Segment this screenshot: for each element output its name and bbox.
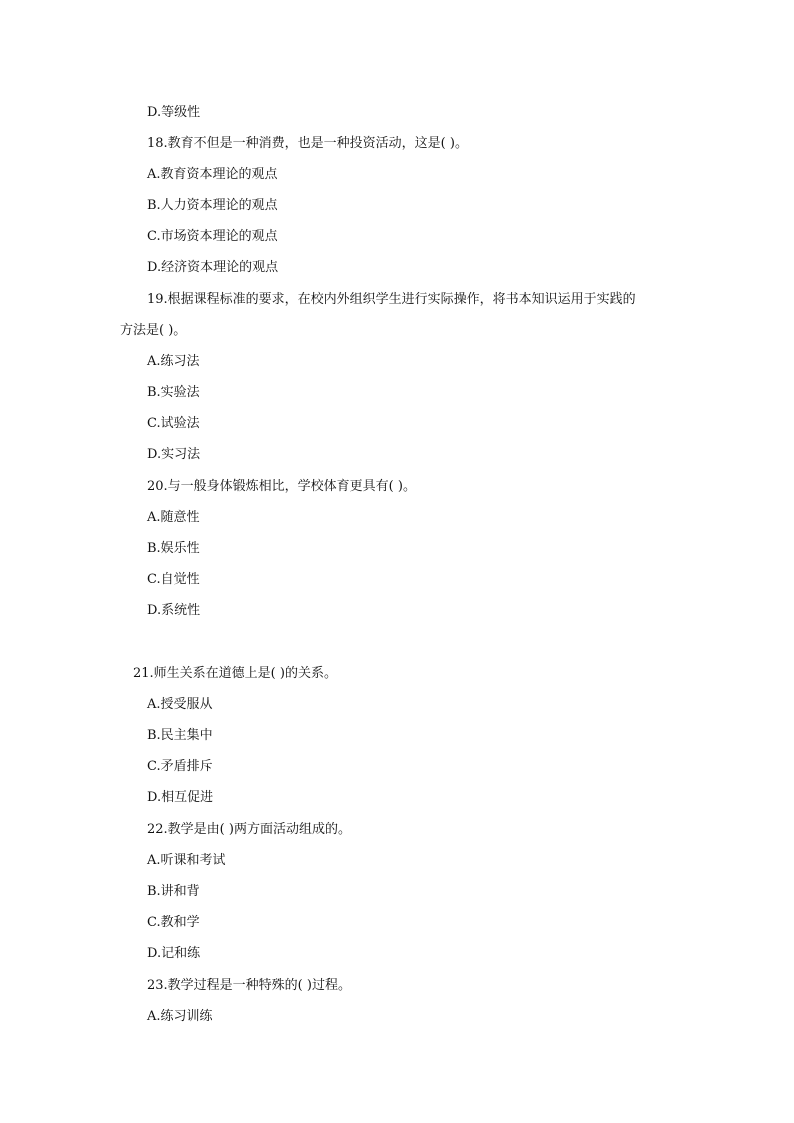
option-d-17: D.等级性 (147, 105, 201, 120)
question-19: 19.根据课程标准的要求，在校内外组织学生进行实际操作，将书本知识运用于实践的 (147, 292, 636, 307)
option-d-20: D.系统性 (147, 603, 201, 618)
option-a-21: A.授受服从 (147, 697, 213, 712)
option-c-18: C.市场资本理论的观点 (147, 229, 278, 244)
option-b-20: B.娱乐性 (147, 541, 200, 556)
option-c-19: C.试验法 (147, 416, 200, 431)
question-21: 21.师生关系在道德上是( )的关系。 (133, 666, 337, 681)
option-b-19: B.实验法 (147, 385, 200, 400)
question-20: 20.与一般身体锻炼相比，学校体育更具有( )。 (147, 479, 416, 494)
option-c-22: C.教和学 (147, 915, 200, 930)
option-b-21: B.民主集中 (147, 728, 213, 743)
option-d-19: D.实习法 (147, 447, 201, 462)
question-23: 23.教学过程是一种特殊的( )过程。 (147, 978, 351, 993)
option-a-23: A.练习训练 (147, 1009, 213, 1024)
option-a-22: A.听课和考试 (147, 853, 226, 868)
option-b-18: B.人力资本理论的观点 (147, 198, 278, 213)
option-a-19: A.练习法 (147, 354, 200, 369)
question-18: 18.教育不但是一种消费，也是一种投资活动，这是( )。 (147, 136, 468, 151)
option-d-21: D.相互促进 (147, 790, 214, 805)
option-d-22: D.记和练 (147, 946, 201, 961)
option-b-22: B.讲和背 (147, 884, 200, 899)
question-19-continued: 方法是( )。 (120, 323, 187, 338)
option-c-21: C.矛盾排斥 (147, 759, 213, 774)
option-a-20: A.随意性 (147, 510, 200, 525)
question-22: 22.教学是由( )两方面活动组成的。 (147, 822, 351, 837)
option-a-18: A.教育资本理论的观点 (147, 167, 278, 182)
option-c-20: C.自觉性 (147, 572, 200, 587)
option-d-18: D.经济资本理论的观点 (147, 260, 279, 275)
